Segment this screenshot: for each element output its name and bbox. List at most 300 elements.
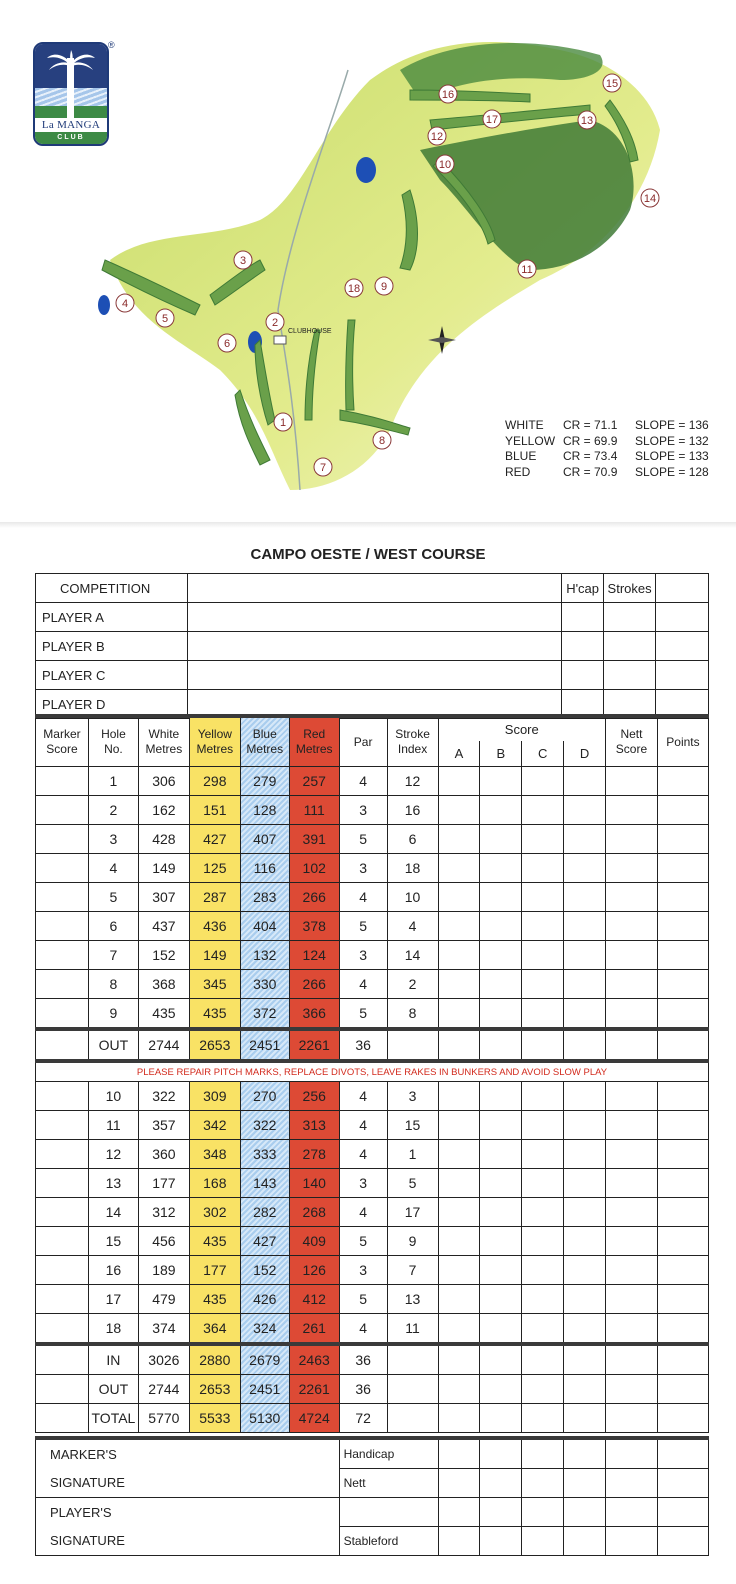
points-cell[interactable] bbox=[657, 1111, 708, 1140]
player-b-hcap-field[interactable] bbox=[562, 632, 604, 661]
marker-score-cell[interactable] bbox=[36, 970, 89, 999]
player-d-label: PLAYER D bbox=[36, 690, 188, 719]
player-c-extra-field[interactable] bbox=[656, 661, 709, 690]
page-fold bbox=[0, 522, 736, 528]
score-d-cell[interactable] bbox=[564, 854, 606, 883]
nett-score-cell[interactable] bbox=[606, 1111, 658, 1140]
course-title: CAMPO OESTE / WEST COURSE bbox=[250, 546, 486, 563]
par: 5 bbox=[339, 999, 387, 1030]
points-cell[interactable] bbox=[657, 796, 708, 825]
nett-cell[interactable] bbox=[606, 1469, 658, 1498]
course-rating: CR = 73.4 bbox=[563, 449, 618, 463]
hole-marker-label: 16 bbox=[441, 89, 455, 101]
points-cell[interactable] bbox=[657, 883, 708, 912]
score-d-cell[interactable] bbox=[564, 767, 606, 796]
par: 36 bbox=[339, 1375, 387, 1404]
nett-score-cell[interactable] bbox=[606, 883, 658, 912]
yellow-metres: 2653 bbox=[189, 1029, 240, 1061]
points-cell[interactable] bbox=[657, 1344, 708, 1375]
marker-score-cell[interactable] bbox=[36, 1111, 89, 1140]
score-c-cell[interactable] bbox=[522, 1169, 564, 1198]
marker-score-cell[interactable] bbox=[36, 912, 89, 941]
score-a-cell[interactable] bbox=[438, 912, 480, 941]
nett-score-cell[interactable] bbox=[606, 825, 658, 854]
hole-row bbox=[36, 1082, 709, 1111]
stroke-index: 1 bbox=[387, 1140, 438, 1169]
hole-number: 4 bbox=[88, 854, 138, 883]
handicap-cell[interactable] bbox=[606, 1438, 658, 1469]
marker-score-cell[interactable] bbox=[36, 1198, 89, 1227]
score-a-cell[interactable] bbox=[438, 1169, 480, 1198]
hole-row bbox=[36, 1256, 709, 1285]
score-d-cell[interactable] bbox=[564, 1314, 606, 1345]
points-cell[interactable] bbox=[657, 970, 708, 999]
handicap-cell[interactable] bbox=[564, 1438, 606, 1469]
white-metres: 189 bbox=[138, 1256, 189, 1285]
marker-score-cell[interactable] bbox=[36, 1375, 89, 1404]
yellow-metres: 436 bbox=[189, 912, 240, 941]
score-a-cell[interactable] bbox=[438, 825, 480, 854]
nett-score-cell[interactable] bbox=[606, 970, 658, 999]
score-d-cell[interactable] bbox=[564, 1404, 606, 1433]
marker-signature-label-2: SIGNATURE bbox=[36, 1469, 340, 1498]
white-metres: 149 bbox=[138, 854, 189, 883]
stroke-index: 5 bbox=[387, 1169, 438, 1198]
score-a-cell[interactable] bbox=[438, 1029, 480, 1061]
blue-metres: 324 bbox=[240, 1314, 289, 1345]
marker-score-cell[interactable] bbox=[36, 1140, 89, 1169]
score-b-cell[interactable] bbox=[480, 1404, 522, 1433]
score-c-cell[interactable] bbox=[522, 1375, 564, 1404]
marker-signature-label-1: MARKER'S bbox=[36, 1438, 340, 1469]
score-d-cell[interactable] bbox=[564, 1256, 606, 1285]
score-b-cell[interactable] bbox=[480, 941, 522, 970]
rating-row bbox=[505, 434, 709, 450]
points-cell[interactable] bbox=[657, 825, 708, 854]
stroke-index: 18 bbox=[387, 854, 438, 883]
total-row bbox=[36, 1404, 709, 1433]
nett-cell[interactable] bbox=[522, 1469, 564, 1498]
score-b-cell[interactable] bbox=[480, 1375, 522, 1404]
stroke-index[interactable] bbox=[387, 1344, 438, 1375]
red-metres: 2463 bbox=[289, 1344, 339, 1375]
white-metres: 152 bbox=[138, 941, 189, 970]
yellow-metres: 342 bbox=[189, 1111, 240, 1140]
score-b-cell[interactable] bbox=[480, 825, 522, 854]
nett-score-cell[interactable] bbox=[606, 854, 658, 883]
yellow-metres: 435 bbox=[189, 999, 240, 1030]
nett-score-cell[interactable] bbox=[606, 1082, 658, 1111]
points-cell[interactable] bbox=[657, 1169, 708, 1198]
blue-metres: 404 bbox=[240, 912, 289, 941]
stroke-index[interactable] bbox=[387, 1404, 438, 1433]
red-metres: 102 bbox=[289, 854, 339, 883]
stableford-cell[interactable] bbox=[438, 1527, 480, 1556]
marker-score-cell[interactable] bbox=[36, 854, 89, 883]
score-b-cell[interactable] bbox=[480, 796, 522, 825]
score-b-cell[interactable] bbox=[480, 1169, 522, 1198]
nett-cell[interactable] bbox=[564, 1469, 606, 1498]
white-metres: 162 bbox=[138, 796, 189, 825]
score-d-cell[interactable] bbox=[564, 825, 606, 854]
stroke-index[interactable] bbox=[387, 1375, 438, 1404]
score-c-cell[interactable] bbox=[522, 999, 564, 1030]
nett-score-cell[interactable] bbox=[606, 912, 658, 941]
blank-cell[interactable] bbox=[522, 1498, 564, 1527]
hole-number: 15 bbox=[88, 1227, 138, 1256]
nett-score-cell[interactable] bbox=[606, 999, 658, 1030]
red-metres: 256 bbox=[289, 1082, 339, 1111]
yellow-metres: 287 bbox=[189, 883, 240, 912]
marker-score-cell[interactable] bbox=[36, 1256, 89, 1285]
points-cell[interactable] bbox=[657, 767, 708, 796]
marker-score-cell[interactable] bbox=[36, 883, 89, 912]
red-metres: 111 bbox=[289, 796, 339, 825]
hcap-header: H'cap bbox=[562, 574, 604, 603]
etiquette-notice: PLEASE REPAIR PITCH MARKS, REPLACE DIVOTS, LEAVE RAKES IN BUNKERS AND AVOID SLOW PLAY bbox=[36, 1061, 709, 1082]
score-b-cell[interactable] bbox=[480, 1227, 522, 1256]
marker-score-cell[interactable] bbox=[36, 1029, 89, 1061]
tee-name: BLUE bbox=[505, 449, 537, 463]
white-metres: 5770 bbox=[138, 1404, 189, 1433]
marker-score-cell[interactable] bbox=[36, 1314, 89, 1345]
white-metres: 368 bbox=[138, 970, 189, 999]
nett-score-cell[interactable] bbox=[606, 1375, 658, 1404]
score-a-cell[interactable] bbox=[438, 999, 480, 1030]
stableford-cell[interactable] bbox=[564, 1527, 606, 1556]
score-a-cell[interactable] bbox=[438, 941, 480, 970]
blank-cell[interactable] bbox=[438, 1498, 480, 1527]
score-a-header: A bbox=[438, 741, 480, 767]
score-c-cell[interactable] bbox=[522, 1111, 564, 1140]
score-b-cell[interactable] bbox=[480, 883, 522, 912]
hole-no-header: Hole No. bbox=[88, 716, 138, 767]
score-a-cell[interactable] bbox=[438, 1285, 480, 1314]
score-b-cell[interactable] bbox=[480, 1198, 522, 1227]
red-metres: 2261 bbox=[289, 1029, 339, 1061]
yellow-metres: 2653 bbox=[189, 1375, 240, 1404]
par: 3 bbox=[339, 1256, 387, 1285]
score-d-cell[interactable] bbox=[564, 1344, 606, 1375]
score-d-cell[interactable] bbox=[564, 912, 606, 941]
stableford-label: Stableford bbox=[339, 1527, 438, 1556]
tee-name: RED bbox=[505, 464, 531, 479]
hole-marker-label: 2 bbox=[271, 317, 279, 329]
score-a-cell[interactable] bbox=[438, 1082, 480, 1111]
score-c-cell[interactable] bbox=[522, 1227, 564, 1256]
hole-number: 17 bbox=[88, 1285, 138, 1314]
score-c-cell[interactable] bbox=[522, 1256, 564, 1285]
score-c-cell[interactable] bbox=[522, 767, 564, 796]
score-a-cell[interactable] bbox=[438, 970, 480, 999]
white-metres: 428 bbox=[138, 825, 189, 854]
clubhouse-label: CLUBHOUSE bbox=[288, 328, 332, 335]
points-cell[interactable] bbox=[657, 1082, 708, 1111]
score-b-cell[interactable] bbox=[480, 1140, 522, 1169]
yellow-metres: 5533 bbox=[189, 1404, 240, 1433]
points-cell[interactable] bbox=[657, 854, 708, 883]
red-metres: 409 bbox=[289, 1227, 339, 1256]
handicap-cell[interactable] bbox=[658, 1438, 709, 1469]
points-cell[interactable] bbox=[657, 912, 708, 941]
score-a-cell[interactable] bbox=[438, 767, 480, 796]
score-c-cell[interactable] bbox=[522, 796, 564, 825]
nett-cell[interactable] bbox=[658, 1469, 709, 1498]
points-cell[interactable] bbox=[657, 1227, 708, 1256]
marker-score-cell[interactable] bbox=[36, 767, 89, 796]
blank-cell[interactable] bbox=[606, 1498, 658, 1527]
nett-score-cell[interactable] bbox=[606, 1344, 658, 1375]
hole-marker-label: 17 bbox=[485, 114, 499, 126]
white-metres: 2744 bbox=[138, 1375, 189, 1404]
blank-cell[interactable] bbox=[564, 1498, 606, 1527]
stroke-index: 15 bbox=[387, 1111, 438, 1140]
nett-score-cell[interactable] bbox=[606, 1404, 658, 1433]
points-cell[interactable] bbox=[657, 1375, 708, 1404]
nett-score-cell[interactable] bbox=[606, 1314, 658, 1345]
stroke-index[interactable] bbox=[387, 1029, 438, 1061]
blank-cell[interactable] bbox=[480, 1498, 522, 1527]
stroke-index-header: Stroke Index bbox=[387, 716, 438, 767]
competition-label: COMPETITION bbox=[36, 574, 188, 603]
score-c-cell[interactable] bbox=[522, 1285, 564, 1314]
score-d-cell[interactable] bbox=[564, 1111, 606, 1140]
score-d-cell[interactable] bbox=[564, 1140, 606, 1169]
white-metres: 479 bbox=[138, 1285, 189, 1314]
score-a-cell[interactable] bbox=[438, 854, 480, 883]
white-metres: 435 bbox=[138, 999, 189, 1030]
slope-rating: SLOPE = 128 bbox=[635, 464, 709, 479]
yellow-metres: 168 bbox=[189, 1169, 240, 1198]
score-a-cell[interactable] bbox=[438, 883, 480, 912]
hole-row bbox=[36, 999, 709, 1030]
white-metres-header: White Metres bbox=[138, 716, 189, 767]
hole-number: 7 bbox=[88, 941, 138, 970]
hole-marker-label: 4 bbox=[121, 298, 129, 310]
hole-row bbox=[36, 912, 709, 941]
nett-score-cell[interactable] bbox=[606, 1256, 658, 1285]
yellow-metres: 345 bbox=[189, 970, 240, 999]
points-cell[interactable] bbox=[657, 1029, 708, 1061]
player-b-name-field[interactable] bbox=[187, 632, 561, 661]
score-a-cell[interactable] bbox=[438, 1140, 480, 1169]
player-a-name-field[interactable] bbox=[187, 603, 561, 632]
nett-score-cell[interactable] bbox=[606, 1140, 658, 1169]
points-cell[interactable] bbox=[657, 1285, 708, 1314]
score-d-cell[interactable] bbox=[564, 883, 606, 912]
player-c-hcap-field[interactable] bbox=[562, 661, 604, 690]
nett-score-cell[interactable] bbox=[606, 941, 658, 970]
marker-score-cell[interactable] bbox=[36, 1404, 89, 1433]
clubhouse-icon bbox=[274, 336, 286, 344]
nett-score-cell[interactable] bbox=[606, 1285, 658, 1314]
course-ratings bbox=[505, 418, 709, 480]
red-metres: 412 bbox=[289, 1285, 339, 1314]
player-b-strokes-field[interactable] bbox=[604, 632, 656, 661]
stableford-cell[interactable] bbox=[522, 1527, 564, 1556]
score-a-cell[interactable] bbox=[438, 1404, 480, 1433]
stableford-cell[interactable] bbox=[658, 1527, 709, 1556]
par: 4 bbox=[339, 767, 387, 796]
score-b-cell[interactable] bbox=[480, 970, 522, 999]
nett-score-cell[interactable] bbox=[606, 1227, 658, 1256]
nett-score-cell[interactable] bbox=[606, 1198, 658, 1227]
score-a-cell[interactable] bbox=[438, 1256, 480, 1285]
stroke-index: 8 bbox=[387, 999, 438, 1030]
score-c-cell[interactable] bbox=[522, 941, 564, 970]
competition-field[interactable] bbox=[187, 574, 561, 603]
blue-metres: 283 bbox=[240, 883, 289, 912]
hole-number: 13 bbox=[88, 1169, 138, 1198]
white-metres: 177 bbox=[138, 1169, 189, 1198]
player-b-extra-field[interactable] bbox=[656, 632, 709, 661]
score-a-cell[interactable] bbox=[438, 1198, 480, 1227]
player-a-extra-field[interactable] bbox=[656, 603, 709, 632]
hole-row bbox=[36, 1198, 709, 1227]
score-a-cell[interactable] bbox=[438, 796, 480, 825]
score-a-cell[interactable] bbox=[438, 1111, 480, 1140]
red-metres: 257 bbox=[289, 767, 339, 796]
player-a-hcap-field[interactable] bbox=[562, 603, 604, 632]
score-c-cell[interactable] bbox=[522, 1029, 564, 1061]
marker-score-cell[interactable] bbox=[36, 796, 89, 825]
nett-cell[interactable] bbox=[480, 1469, 522, 1498]
yellow-metres: 427 bbox=[189, 825, 240, 854]
score-b-cell[interactable] bbox=[480, 1111, 522, 1140]
score-c-cell[interactable] bbox=[522, 1082, 564, 1111]
score-c-cell[interactable] bbox=[522, 1404, 564, 1433]
score-b-cell[interactable] bbox=[480, 912, 522, 941]
score-c-cell[interactable] bbox=[522, 1198, 564, 1227]
blank-cell[interactable] bbox=[658, 1498, 709, 1527]
score-d-cell[interactable] bbox=[564, 1082, 606, 1111]
score-d-cell[interactable] bbox=[564, 1029, 606, 1061]
points-cell[interactable] bbox=[657, 1404, 708, 1433]
score-d-cell[interactable] bbox=[564, 1198, 606, 1227]
score-d-cell[interactable] bbox=[564, 1169, 606, 1198]
points-cell[interactable] bbox=[657, 1198, 708, 1227]
blue-metres: 279 bbox=[240, 767, 289, 796]
score-c-cell[interactable] bbox=[522, 825, 564, 854]
score-d-header: D bbox=[564, 741, 606, 767]
stableford-cell[interactable] bbox=[606, 1527, 658, 1556]
score-d-cell[interactable] bbox=[564, 999, 606, 1030]
white-metres: 357 bbox=[138, 1111, 189, 1140]
blue-metres: 330 bbox=[240, 970, 289, 999]
marker-score-cell[interactable] bbox=[36, 825, 89, 854]
total-label: TOTAL bbox=[88, 1404, 138, 1433]
handicap-cell[interactable] bbox=[522, 1438, 564, 1469]
score-b-cell[interactable] bbox=[480, 1314, 522, 1345]
player-a-strokes-field[interactable] bbox=[604, 603, 656, 632]
nett-cell[interactable] bbox=[438, 1469, 480, 1498]
score-a-cell[interactable] bbox=[438, 1314, 480, 1345]
marker-score-cell[interactable] bbox=[36, 1082, 89, 1111]
red-metres: 366 bbox=[289, 999, 339, 1030]
score-b-cell[interactable] bbox=[480, 767, 522, 796]
score-c-header: C bbox=[522, 741, 564, 767]
score-b-header: B bbox=[480, 741, 522, 767]
par: 3 bbox=[339, 796, 387, 825]
score-c-cell[interactable] bbox=[522, 970, 564, 999]
marker-score-cell[interactable] bbox=[36, 941, 89, 970]
yellow-metres: 302 bbox=[189, 1198, 240, 1227]
total-label: OUT bbox=[88, 1375, 138, 1404]
hole-row bbox=[36, 767, 709, 796]
hole-marker-label: 7 bbox=[319, 462, 327, 474]
score-b-cell[interactable] bbox=[480, 1029, 522, 1061]
handicap-cell[interactable] bbox=[438, 1438, 480, 1469]
strokes-header: Strokes bbox=[604, 574, 656, 603]
marker-score-cell[interactable] bbox=[36, 1227, 89, 1256]
score-d-cell[interactable] bbox=[564, 1227, 606, 1256]
points-cell[interactable] bbox=[657, 1140, 708, 1169]
score-a-cell[interactable] bbox=[438, 1227, 480, 1256]
points-cell[interactable] bbox=[657, 1314, 708, 1345]
par: 5 bbox=[339, 912, 387, 941]
score-b-cell[interactable] bbox=[480, 1285, 522, 1314]
score-d-cell[interactable] bbox=[564, 1285, 606, 1314]
score-c-cell[interactable] bbox=[522, 854, 564, 883]
nett-score-cell[interactable] bbox=[606, 1029, 658, 1061]
stroke-index: 16 bbox=[387, 796, 438, 825]
blue-metres: 152 bbox=[240, 1256, 289, 1285]
stableford-cell[interactable] bbox=[480, 1527, 522, 1556]
player-b-label: PLAYER B bbox=[36, 632, 188, 661]
player-c-strokes-field[interactable] bbox=[604, 661, 656, 690]
score-c-cell[interactable] bbox=[522, 1314, 564, 1345]
logo-club-label: CLUB bbox=[35, 132, 107, 144]
red-metres: 266 bbox=[289, 883, 339, 912]
red-metres: 261 bbox=[289, 1314, 339, 1345]
total-row bbox=[36, 1344, 709, 1375]
white-metres: 2744 bbox=[138, 1029, 189, 1061]
score-c-cell[interactable] bbox=[522, 1344, 564, 1375]
score-c-cell[interactable] bbox=[522, 912, 564, 941]
nett-score-cell[interactable] bbox=[606, 1169, 658, 1198]
score-a-cell[interactable] bbox=[438, 1375, 480, 1404]
points-cell[interactable] bbox=[657, 999, 708, 1030]
par: 4 bbox=[339, 1111, 387, 1140]
score-a-cell[interactable] bbox=[438, 1344, 480, 1375]
red-metres: 391 bbox=[289, 825, 339, 854]
score-b-cell[interactable] bbox=[480, 1344, 522, 1375]
score-b-cell[interactable] bbox=[480, 854, 522, 883]
nett-score-cell[interactable] bbox=[606, 767, 658, 796]
marker-score-cell[interactable] bbox=[36, 1169, 89, 1198]
score-c-cell[interactable] bbox=[522, 1140, 564, 1169]
score-d-cell[interactable] bbox=[564, 941, 606, 970]
nett-score-cell[interactable] bbox=[606, 796, 658, 825]
score-d-cell[interactable] bbox=[564, 970, 606, 999]
handicap-cell[interactable] bbox=[480, 1438, 522, 1469]
score-d-cell[interactable] bbox=[564, 1375, 606, 1404]
hole-number: 14 bbox=[88, 1198, 138, 1227]
marker-score-cell[interactable] bbox=[36, 1344, 89, 1375]
player-c-name-field[interactable] bbox=[187, 661, 561, 690]
score-b-cell[interactable] bbox=[480, 999, 522, 1030]
points-cell[interactable] bbox=[657, 941, 708, 970]
par: 4 bbox=[339, 970, 387, 999]
score-b-cell[interactable] bbox=[480, 1082, 522, 1111]
score-b-cell[interactable] bbox=[480, 1256, 522, 1285]
score-d-cell[interactable] bbox=[564, 796, 606, 825]
marker-score-cell[interactable] bbox=[36, 999, 89, 1030]
points-cell[interactable] bbox=[657, 1256, 708, 1285]
nett-score-header: Nett Score bbox=[606, 716, 658, 767]
marker-score-cell[interactable] bbox=[36, 1285, 89, 1314]
score-c-cell[interactable] bbox=[522, 883, 564, 912]
